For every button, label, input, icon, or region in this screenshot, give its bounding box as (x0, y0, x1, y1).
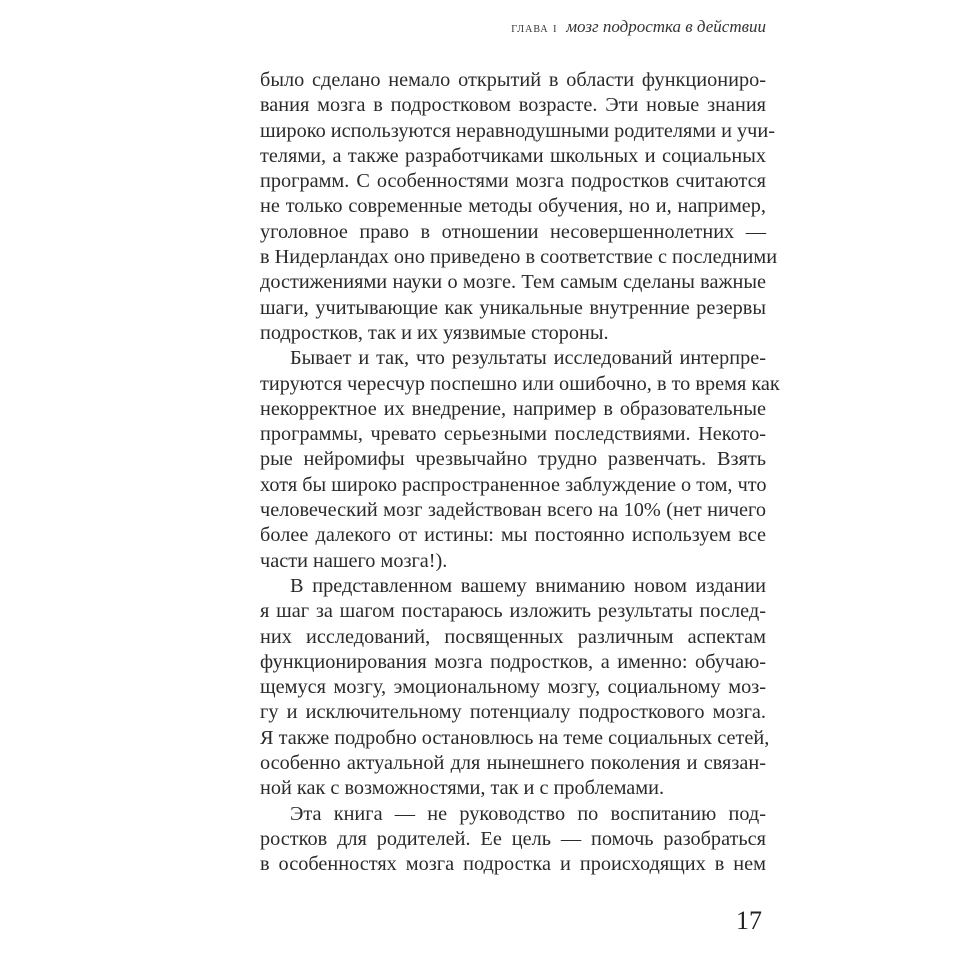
text-line: Бывает и так, что результаты исследований интерпре- (290, 347, 766, 370)
text-line: некорректное их внедрение, например в образовательные (260, 397, 766, 420)
text-line: рые нейромифы чрезвычайно трудно развенчать. Взять (260, 448, 766, 471)
text-line: программ. С особенностями мозга подростков считаются (260, 170, 766, 193)
chapter-title: мозг подростка в действии (566, 17, 766, 36)
text-line: особенно актуальной для нынешнего поколения и связан- (260, 752, 766, 775)
text-line: в особенностях мозга подростка и происходящих в нем (260, 853, 766, 876)
text-line: них исследований, посвященных различным аспектам (260, 625, 766, 648)
text-line: более далекого от истины: мы постоянно используем все (260, 524, 766, 547)
text-line: функционирования мозга подростков, а именно: обучаю- (260, 650, 766, 673)
text-line: широко используются неравнодушными родителями и учи- (260, 119, 775, 142)
page-number: 17 (736, 906, 762, 935)
text-line: Я также подробно остановлюсь на теме социальных сетей, (260, 726, 770, 749)
text-line: я шаг за шагом постараюсь изложить результаты послед- (260, 600, 766, 623)
text-line: в Нидерландах оно приведено в соответствие с последними (260, 246, 778, 269)
text-line: ной как с возможностями, так и с проблемами. (260, 777, 665, 800)
text-line: человеческий мозг задействован всего на 10% (нет ничего (260, 499, 766, 522)
text-line: телями, а также разработчиками школьных и социальных (260, 144, 766, 167)
text-line: достижениями науки о мозге. Тем самым сделаны важные (260, 271, 766, 294)
text-line: уголовное право в отношении несовершеннолетних — (260, 220, 766, 243)
text-line: хотя бы широко распространенное заблуждение о том, что (260, 473, 767, 496)
text-line: тируются чересчур поспешно или ошибочно, в то время как (260, 372, 780, 395)
text-line: гу и исключительному потенциалу подросткового мозга. (260, 701, 766, 724)
chapter-label: глава i (511, 21, 558, 36)
text-line: программы, чревато серьезными последствиями. Некото- (260, 423, 766, 446)
text-line: Эта книга — не руководство по воспитанию под- (290, 802, 766, 825)
running-header (511, 17, 766, 37)
text-line: ростков для родителей. Ее цель — помочь разобраться (260, 827, 766, 850)
text-line: В представленном вашему вниманию новом издании (290, 574, 766, 597)
text-line: было сделано немало открытий в области функциониро- (260, 69, 766, 91)
body-text (260, 68, 780, 878)
text-line: не только современные методы обучения, но и, например, (260, 195, 766, 218)
text-line: шаги, учитывающие как уникальные внутренние резервы (260, 296, 766, 319)
text-line: щемуся мозгу, эмоциональному мозгу, социальному моз- (260, 676, 766, 699)
text-line: подростков, так и их уязвимые стороны. (260, 321, 609, 344)
text-line: части нашего мозга!). (260, 549, 448, 572)
text-line: вания мозга в подростковом возрасте. Эти новые знания (260, 94, 766, 117)
